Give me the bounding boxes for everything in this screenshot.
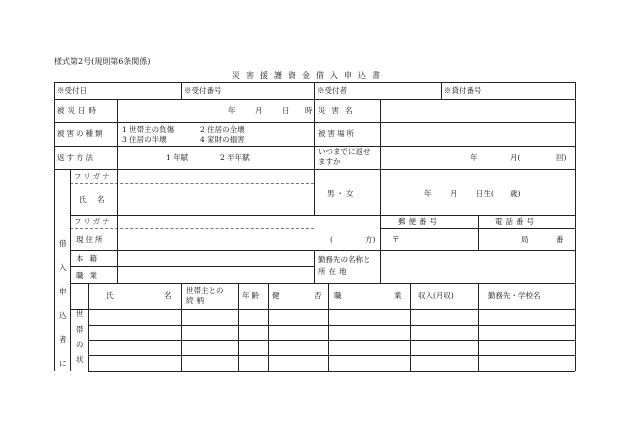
furigana-field[interactable] (118, 170, 313, 182)
name-label-2: 名 (97, 195, 105, 204)
disaster-month-unit: 月 (255, 106, 263, 115)
receipt-number-field[interactable] (245, 83, 313, 98)
furigana2-label: フリガナ (74, 217, 112, 226)
address-furigana-field[interactable] (118, 216, 313, 227)
household-row-3[interactable] (89, 341, 574, 354)
phone-number-header: 電話番号 (495, 217, 537, 226)
phone-number-unit: 番 (556, 235, 564, 244)
postal-mark: 〒 (392, 235, 400, 244)
hh-col-relation-2: 続柄 (186, 296, 207, 305)
receipt-date-field[interactable] (118, 83, 180, 98)
damage-option-4[interactable]: 4 家財の損害 (200, 135, 245, 144)
address-label: 現住所 (76, 235, 105, 244)
hh-col-health-2: 否 (314, 291, 322, 300)
damage-option-2[interactable]: 2 住居の全壊 (200, 125, 245, 134)
occupation-field[interactable] (118, 267, 313, 282)
receipt-number-label: ※受付番号 (184, 86, 222, 95)
loan-number-field[interactable] (500, 83, 574, 98)
disaster-name-field[interactable] (381, 100, 574, 121)
birth-day-unit: 日生( (476, 189, 494, 198)
hh-col-name-1: 氏 (106, 291, 114, 300)
damage-option-3[interactable]: 3 住居の半壊 (122, 135, 167, 144)
workplace-label-2: 所在地 (318, 267, 350, 276)
occupation-label: 職業 (76, 271, 103, 280)
disaster-year-unit: 年 (228, 106, 236, 115)
phone-station-unit: 局 (521, 235, 529, 244)
damage-option-1[interactable]: 1 世帯主の負傷 (122, 125, 175, 134)
hh-col-occupation-1: 職 (334, 291, 342, 300)
disaster-date-label: 被災日時 (57, 106, 99, 115)
repayment-option-semiannual[interactable]: 2 半年賦 (220, 153, 250, 162)
damage-type-label: 被害の種類 (57, 129, 105, 138)
honseki-label: 本籍 (76, 254, 103, 263)
form-title: 災害援護資金借入申込書 (232, 71, 386, 80)
form-number: 様式第2号(規則第6条関係) (54, 57, 151, 66)
address-field[interactable] (118, 229, 379, 249)
repay-until-label-1: いつまでに返せ (318, 147, 371, 156)
household-row-1[interactable] (89, 310, 574, 324)
receipt-date-label: ※受付日 (57, 86, 87, 95)
repay-until-month-unit: 月( (510, 153, 521, 162)
household-row-2[interactable] (89, 326, 574, 339)
household-row-4[interactable] (89, 356, 574, 370)
repayment-option-annual[interactable]: 1 年賦 (166, 153, 189, 162)
honseki-field[interactable] (118, 251, 313, 265)
gender-selector[interactable]: 男・女 (327, 189, 356, 198)
address-paren-close: 方) (365, 235, 376, 244)
name-label-1: 氏 (79, 195, 87, 204)
phone-field[interactable] (479, 229, 574, 249)
damage-location-label: 被害場所 (318, 129, 356, 138)
loan-number-label: ※貸付番号 (444, 86, 482, 95)
repay-until-label-2: ますか (318, 157, 341, 166)
repayment-method-label: 返す方法 (57, 153, 95, 162)
address-paren-open: ( (330, 235, 333, 244)
furigana-label: フリガナ (74, 172, 112, 181)
disaster-hour-unit: 時 (305, 106, 313, 115)
repay-until-times-unit: 回) (556, 153, 567, 162)
hh-col-income: 収入(月収) (418, 291, 454, 300)
hh-col-name-2: 名 (164, 291, 172, 300)
disaster-name-label: 災害名 (318, 106, 359, 115)
workplace-label-1: 勤務先の名称と (318, 255, 371, 264)
hh-col-occupation-2: 業 (394, 291, 402, 300)
damage-location-field[interactable] (381, 123, 574, 145)
receiver-field[interactable] (372, 83, 440, 98)
workplace-field[interactable] (381, 251, 574, 282)
postal-code-header: 郵便番号 (398, 217, 440, 226)
birth-year-unit: 年 (424, 189, 432, 198)
name-field[interactable] (118, 184, 313, 214)
postal-code-field[interactable] (400, 229, 477, 249)
receiver-label: ※受付者 (317, 86, 347, 95)
hh-col-age: 年齢 (242, 291, 261, 300)
birth-month-unit: 月 (450, 189, 458, 198)
disaster-day-unit: 日 (282, 106, 290, 115)
hh-col-relation-1: 世帯主との (186, 286, 224, 295)
repay-until-year-unit: 年 (470, 153, 478, 162)
age-unit: 歳) (510, 189, 521, 198)
hh-col-workplace: 勤務先・学校名 (488, 291, 541, 300)
hh-col-health-1: 健 (272, 291, 280, 300)
